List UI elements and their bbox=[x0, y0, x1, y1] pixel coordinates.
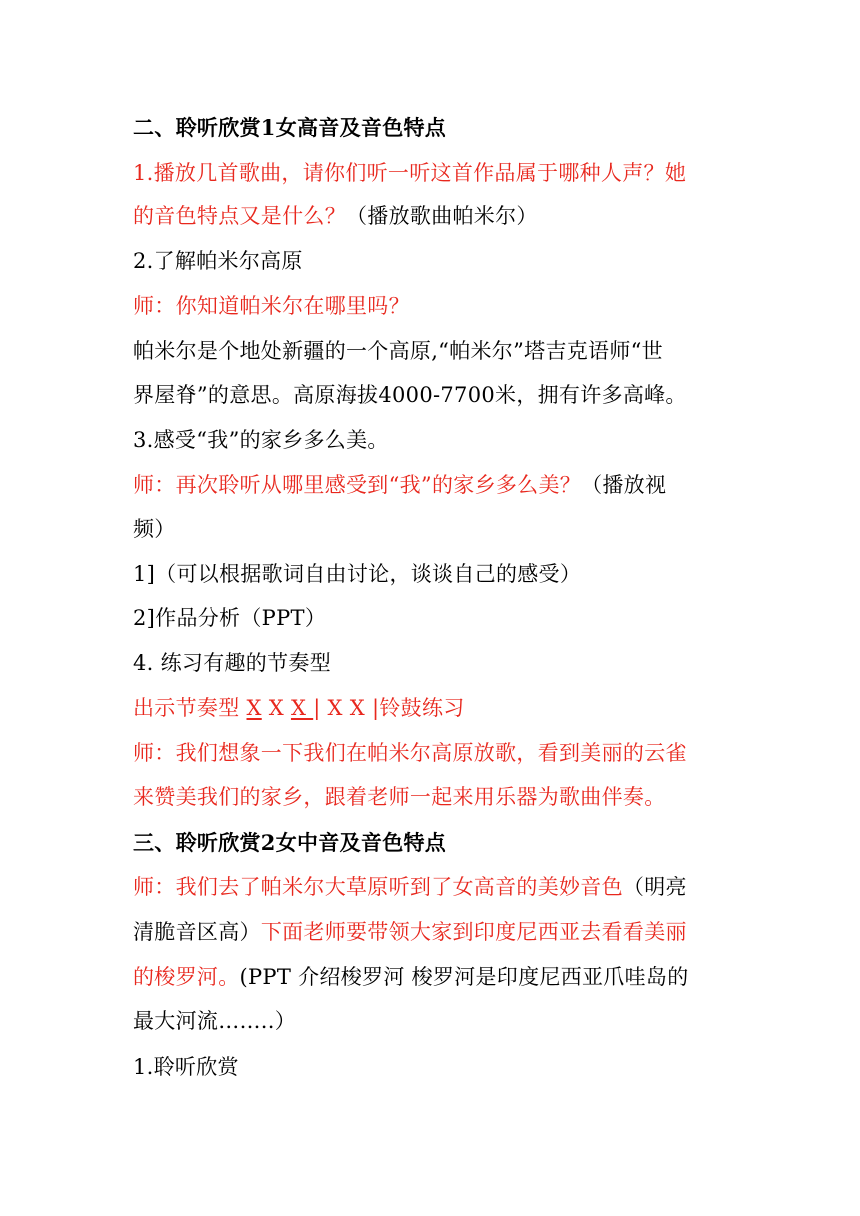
rhythm-pattern-line bbox=[133, 693, 733, 723]
rhythm-note: X bbox=[261, 696, 291, 720]
teacher-speech: 下面老师要带领大家到印度尼西亚去看看美丽 bbox=[260, 920, 687, 944]
teacher-note: (PPT 介绍梭罗河 梭罗河是印度尼西亚爪哇岛的 bbox=[239, 965, 689, 989]
rhythm-note: X bbox=[246, 696, 262, 720]
paragraph-line bbox=[133, 470, 733, 500]
paragraph-line: 最大河流……..） bbox=[133, 1009, 297, 1033]
teacher-speech: 师：我们去了帕米尔大草原听到了女高音的美妙音色 bbox=[133, 875, 623, 899]
paragraph-line: 4. 练习有趣的节奏型 bbox=[133, 651, 332, 675]
teacher-speech: 的梭罗河。 bbox=[133, 965, 240, 989]
paragraph-line: 3.感受“我”的家乡多么美。 bbox=[133, 428, 389, 452]
teacher-question: 师：再次聆听从哪里感受到“我”的家乡多么美？ bbox=[133, 473, 582, 497]
paragraph-line: 师：你知道帕米尔在哪里吗？ bbox=[133, 294, 410, 318]
paragraph-line: 2]作品分析（PPT） bbox=[133, 606, 327, 630]
paragraph-line: 频） bbox=[133, 517, 176, 541]
paragraph-line: 来赞美我们的家乡，跟着老师一起来用乐器为歌曲伴奏。 bbox=[133, 785, 666, 809]
teacher-question: 的音色特点又是什么？ bbox=[133, 204, 346, 228]
paragraph-line: 1]（可以根据歌词自由讨论，谈谈自己的感受） bbox=[133, 562, 582, 586]
paragraph-line bbox=[133, 872, 733, 902]
paragraph-line: 2.了解帕米尔高原 bbox=[133, 249, 303, 273]
paragraph-line: 1.聆听欣赏 bbox=[133, 1055, 239, 1079]
rhythm-rest: | X X |铃鼓练习 bbox=[313, 696, 465, 720]
teacher-note: （播放歌曲帕米尔） bbox=[346, 204, 538, 228]
rhythm-label: 出示节奏型 bbox=[133, 696, 247, 720]
paragraph-line: 界屋脊”的意思。高原海拔4000-7700米，拥有许多高峰。 bbox=[133, 383, 687, 407]
paragraph-line bbox=[133, 201, 733, 231]
section-heading-2: 二、聆听欣赏1女高音及音色特点 bbox=[133, 115, 447, 140]
rhythm-note: X bbox=[290, 696, 314, 720]
teacher-note: 清脆音区高） bbox=[133, 920, 261, 944]
section-heading-3: 三、聆听欣赏2女中音及音色特点 bbox=[133, 830, 447, 855]
teacher-note: （明亮 bbox=[622, 875, 687, 899]
teacher-note: （播放视 bbox=[581, 473, 667, 497]
paragraph-line bbox=[133, 917, 733, 947]
paragraph-line: 帕米尔是个地处新疆的一个高原,“帕米尔”塔吉克语师“世 bbox=[133, 339, 663, 363]
paragraph-line: 师：我们想象一下我们在帕米尔高原放歌，看到美丽的云雀 bbox=[133, 741, 687, 765]
paragraph-line bbox=[133, 962, 733, 992]
paragraph-line: 1.播放几首歌曲，请你们听一听这首作品属于哪种人声？她 bbox=[133, 161, 687, 185]
